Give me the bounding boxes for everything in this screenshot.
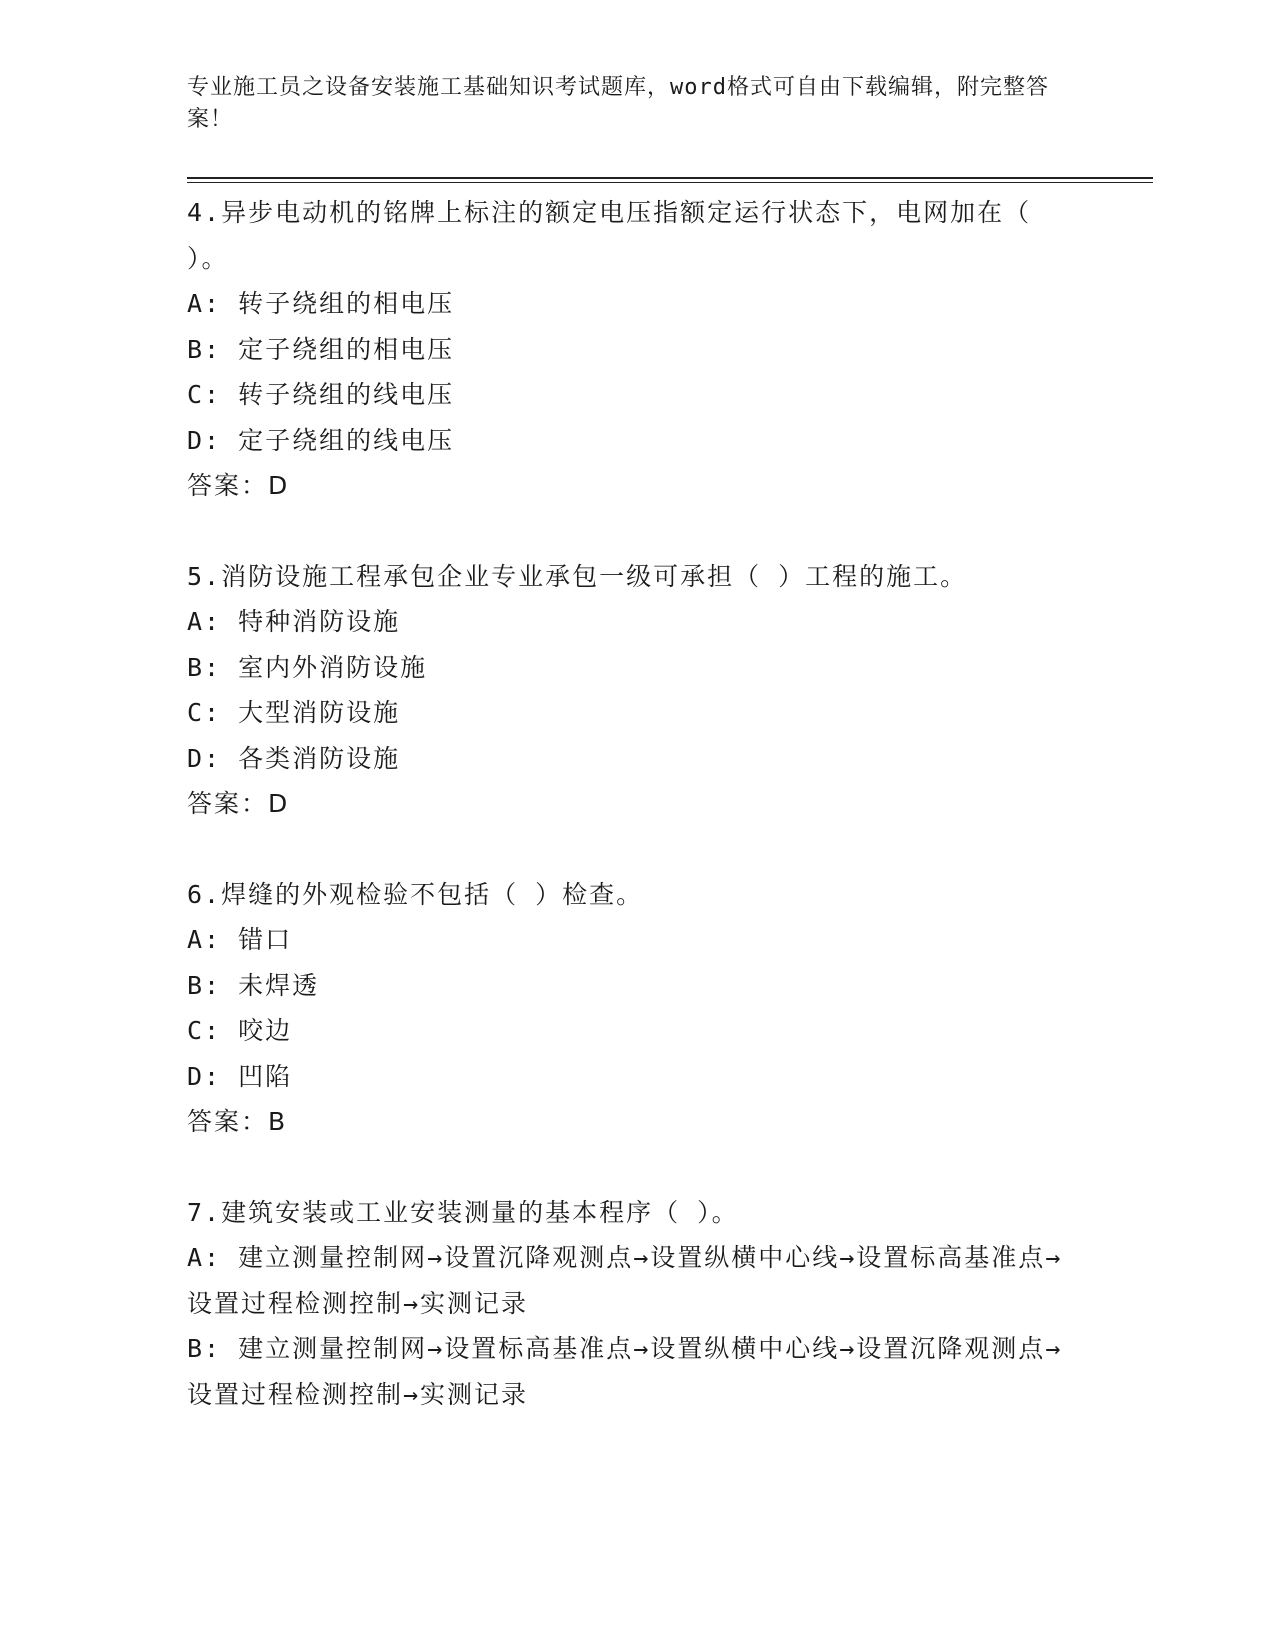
option-c: C: 大型消防设施 <box>187 698 401 727</box>
option-d: D: 定子绕组的线电压 <box>187 425 455 455</box>
option-a: A: 特种消防设施 <box>187 607 401 636</box>
question-4 <box>187 190 1087 509</box>
question-5 <box>187 554 1087 827</box>
header-divider-thick <box>187 177 1153 179</box>
option-b: B: 建立测量控制网→设置标高基准点→设置纵横中心线→设置沉降观测点→设置过程检测控制→实测记录 <box>187 1334 1063 1409</box>
answer-label: 答案：D <box>187 789 290 818</box>
question-text: 5.消防设施工程承包企业专业承包一级可承担（ ）工程的施工。 <box>187 561 968 591</box>
option-b: B: 定子绕组的相电压 <box>187 334 455 364</box>
option-c: C: 转子绕组的线电压 <box>187 380 455 409</box>
answer-label: 答案：D <box>187 471 290 500</box>
question-text: 6.焊缝的外观检验不包括（ ）检查。 <box>187 879 644 909</box>
question-6 <box>187 872 1087 1145</box>
option-a: A: 建立测量控制网→设置沉降观测点→设置纵横中心线→设置标高基准点→设置过程检测控制→实测记录 <box>187 1243 1063 1318</box>
option-b: B: 室内外消防设施 <box>187 652 428 682</box>
question-text: 7.建筑安装或工业安装测量的基本程序（ ）。 <box>187 1197 739 1227</box>
option-b: B: 未焊透 <box>187 970 320 1000</box>
option-d: D: 各类消防设施 <box>187 743 401 773</box>
document-header: 专业施工员之设备安装施工基础知识考试题库，word格式可自由下载编辑，附完整答案！ <box>187 75 1049 132</box>
option-c: C: 咬边 <box>187 1016 293 1045</box>
question-text: 4.异步电动机的铭牌上标注的额定电压指额定运行状态下，电网加在（ ）。 <box>187 198 1032 273</box>
question-list <box>187 190 1087 1462</box>
question-7 <box>187 1190 1087 1418</box>
option-a: A: 错口 <box>187 925 293 954</box>
option-d: D: 凹陷 <box>187 1061 293 1091</box>
answer-label: 答案：B <box>187 1107 288 1136</box>
header-divider-thin <box>187 182 1153 183</box>
option-a: A: 转子绕组的相电压 <box>187 289 455 318</box>
